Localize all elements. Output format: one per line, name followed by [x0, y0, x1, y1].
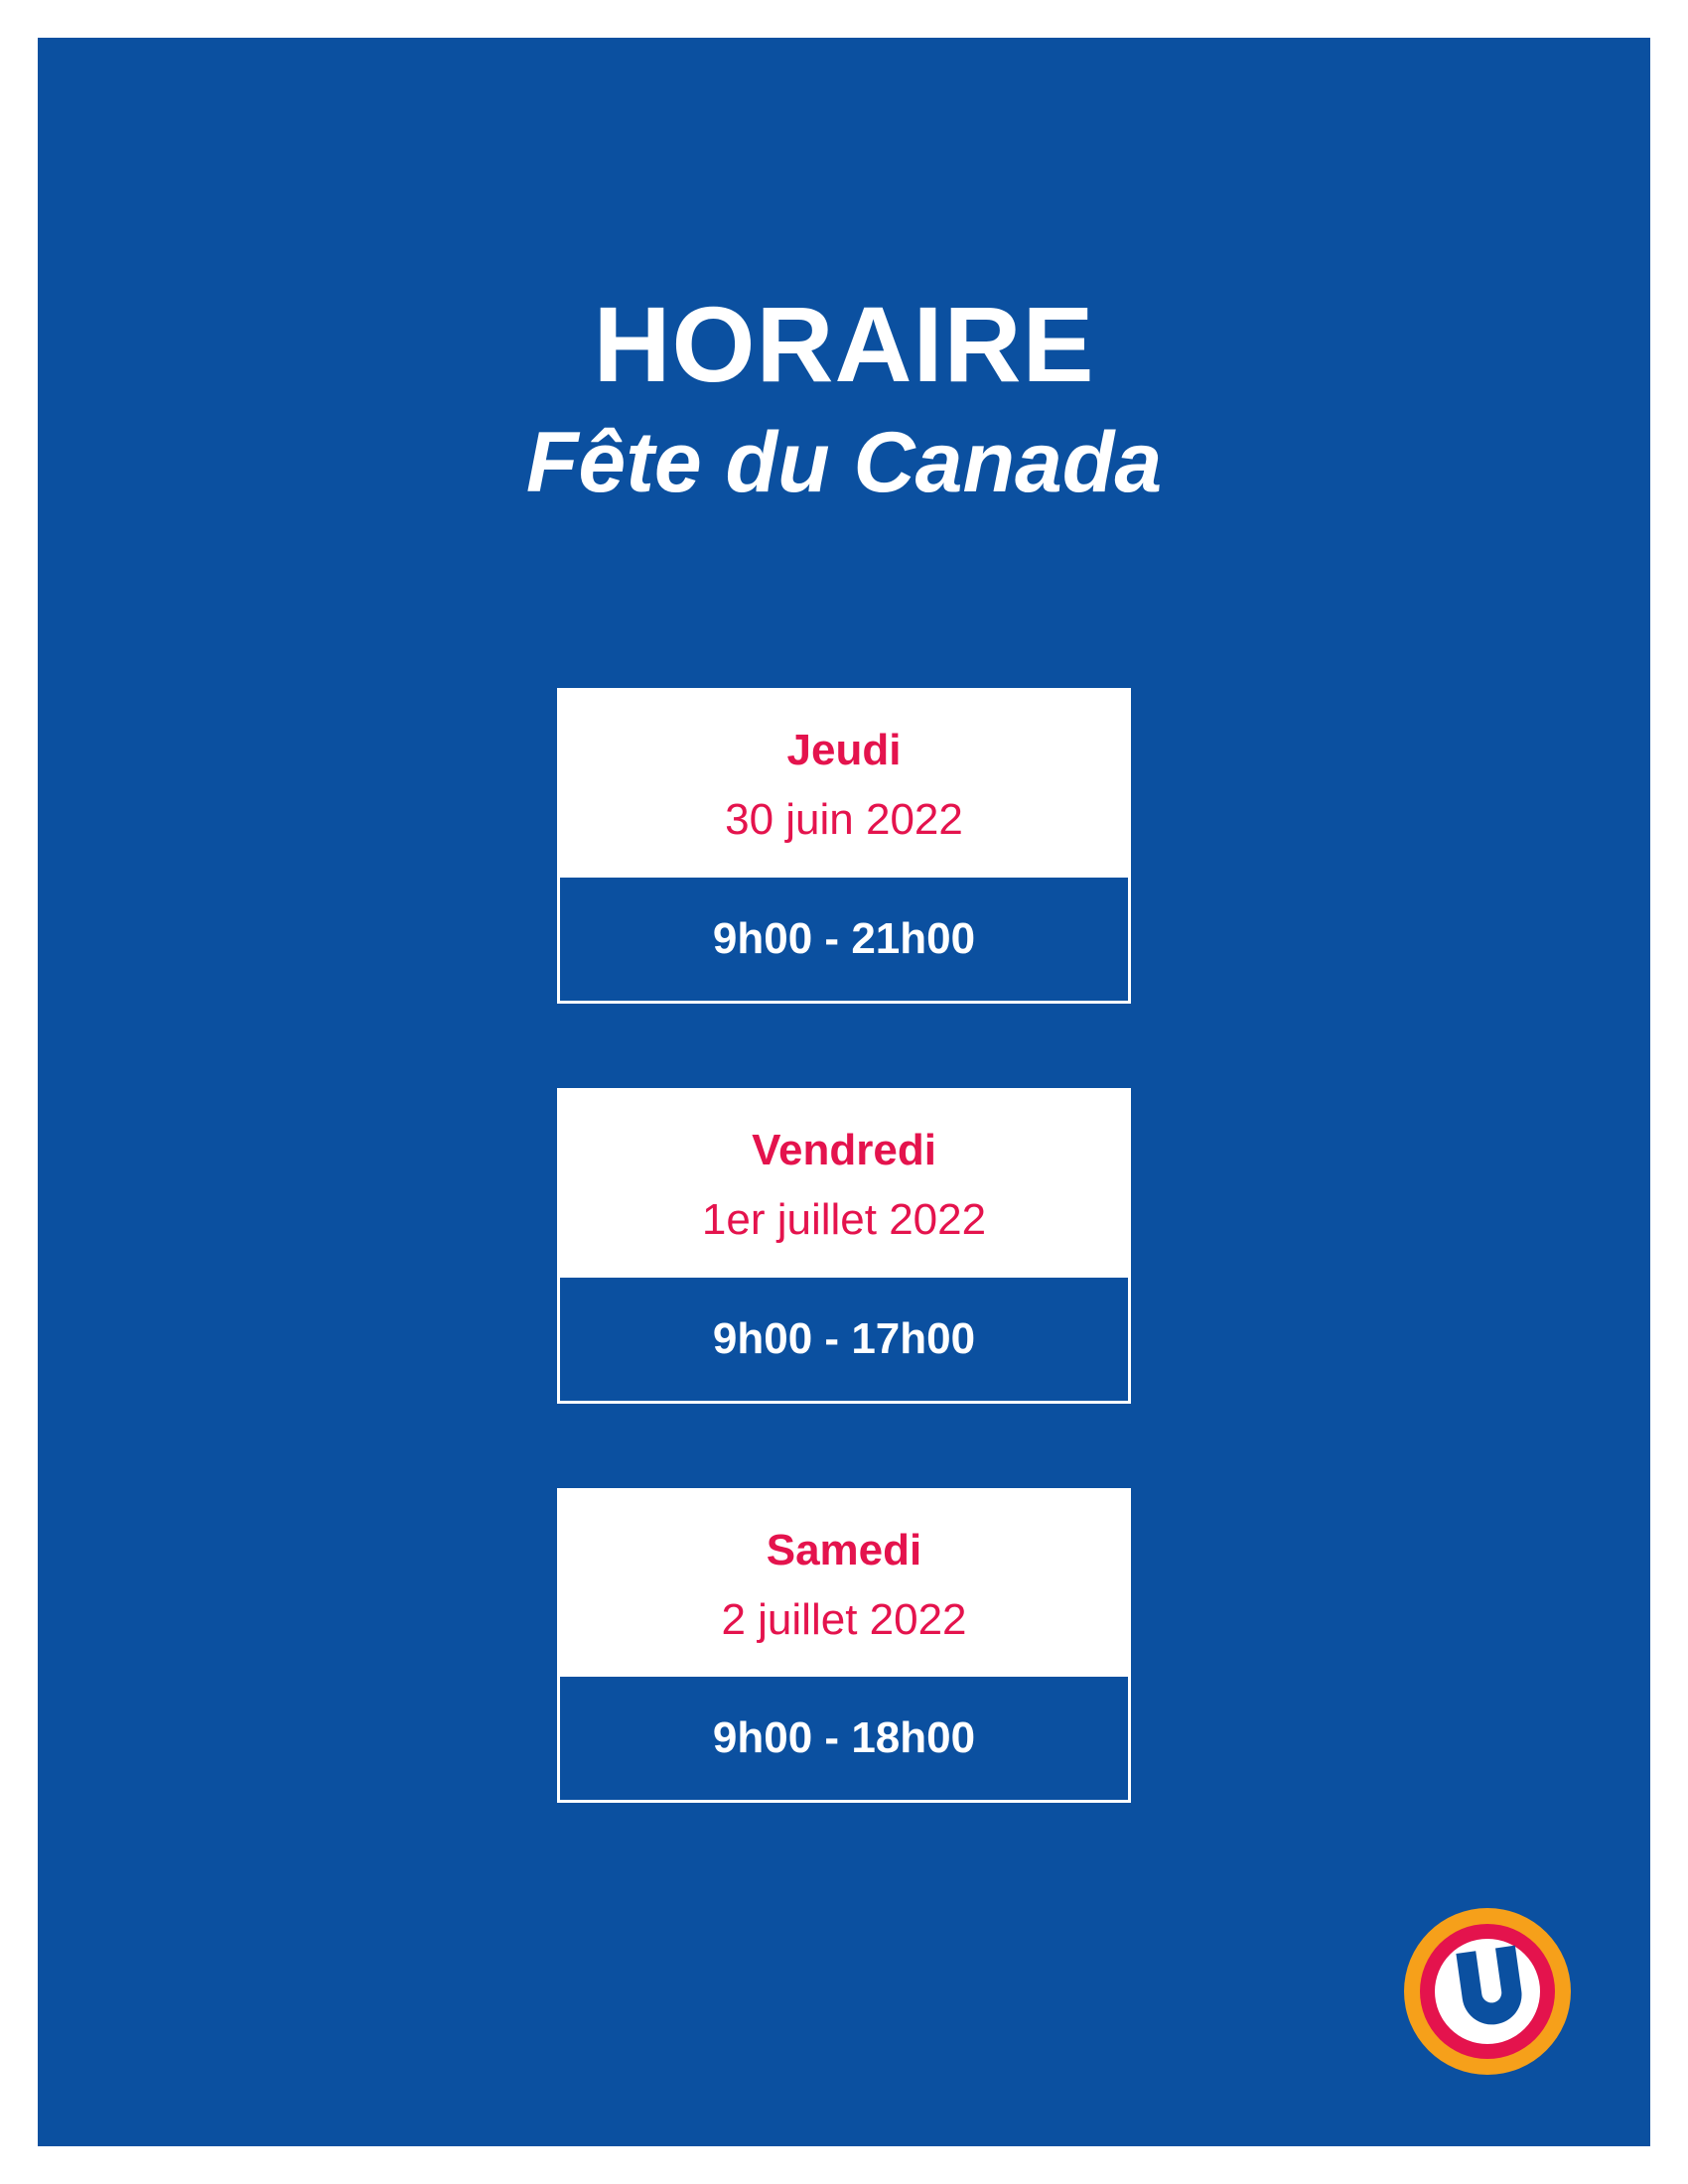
schedule-day-label: Vendredi: [752, 1125, 936, 1174]
schedule-card: [557, 1488, 1131, 1804]
schedule-day-label: Samedi: [766, 1525, 922, 1574]
schedule-day-label: Jeudi: [786, 726, 902, 774]
page-subtitle: Fête du Canada: [525, 415, 1163, 510]
schedule-hours-label: 9h00 - 21h00: [560, 875, 1128, 1001]
poster-title-block: [38, 284, 1650, 514]
schedule-card-header: [560, 1491, 1128, 1675]
schedule-card-header: [560, 691, 1128, 875]
schedule-hours-label: 9h00 - 18h00: [560, 1674, 1128, 1800]
schedule-date-label: 30 juin 2022: [725, 795, 963, 845]
schedule-card: [557, 1088, 1131, 1404]
schedule-date-label: 1er juillet 2022: [701, 1195, 987, 1245]
u-logo: [1402, 1906, 1573, 2077]
schedule-card: [557, 688, 1131, 1004]
schedule-list: [38, 688, 1650, 1887]
schedule-card-header: [560, 1091, 1128, 1275]
page-title: HORAIRE: [593, 284, 1095, 404]
schedule-date-label: 2 juillet 2022: [721, 1594, 967, 1644]
schedule-hours-label: 9h00 - 17h00: [560, 1275, 1128, 1401]
poster-canvas: [38, 38, 1650, 2146]
